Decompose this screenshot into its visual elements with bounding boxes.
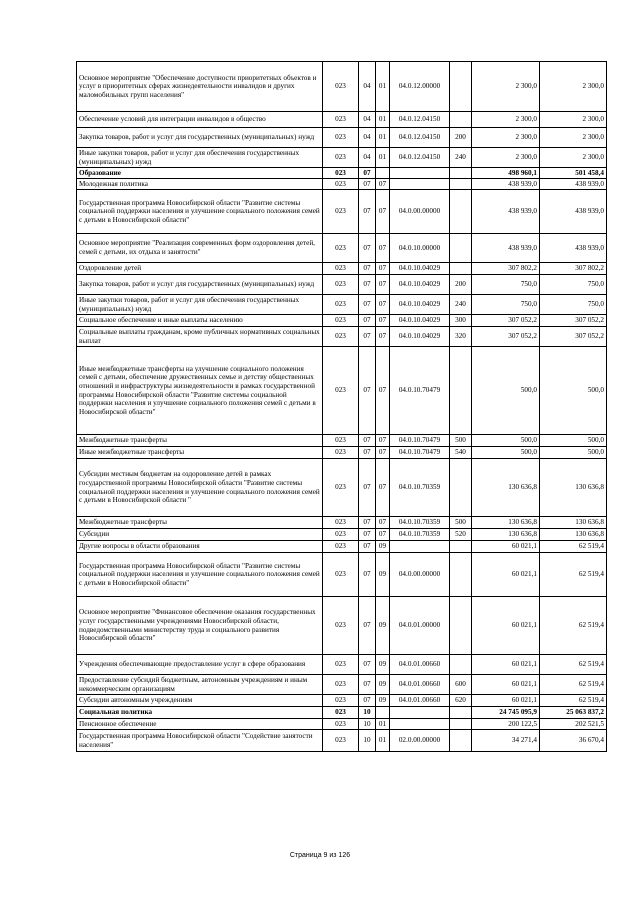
cell-section: 10 <box>359 719 376 730</box>
cell-amount-year1: 2 300,0 <box>472 112 540 128</box>
cell-section: 04 <box>359 128 376 148</box>
row-name: Иные межбюджетные трансферты <box>77 447 323 459</box>
table-row <box>77 347 607 435</box>
cell-subsection: 07 <box>376 190 390 234</box>
cell-amount-year2: 750,0 <box>540 275 607 295</box>
budget-table <box>76 61 607 752</box>
cell-admin-code: 023 <box>323 719 359 730</box>
cell-amount-year1: 130 636,8 <box>472 517 540 529</box>
cell-subsection <box>376 707 390 719</box>
cell-amount-year1: 750,0 <box>472 295 540 315</box>
cell-admin-code: 023 <box>323 295 359 315</box>
row-name: Субсидии автономным учреждениям <box>77 695 323 707</box>
cell-amount-year2: 438 939,0 <box>540 190 607 234</box>
table-row <box>77 695 607 707</box>
cell-expense-type <box>450 112 472 128</box>
cell-target-item: 04.0.10.70359 <box>390 459 450 517</box>
row-name: Закупка товаров, работ и услуг для государственных (муниципальных) нужд <box>77 128 323 148</box>
table-row <box>77 168 607 179</box>
cell-amount-year1: 438 939,0 <box>472 179 540 190</box>
cell-section: 04 <box>359 148 376 168</box>
cell-amount-year2: 130 636,8 <box>540 529 607 541</box>
cell-amount-year2: 500,0 <box>540 447 607 459</box>
cell-amount-year2: 500,0 <box>540 435 607 447</box>
cell-amount-year1: 498 960,1 <box>472 168 540 179</box>
cell-subsection: 07 <box>376 234 390 263</box>
cell-admin-code: 023 <box>323 275 359 295</box>
cell-expense-type <box>450 707 472 719</box>
cell-admin-code: 023 <box>323 597 359 655</box>
cell-amount-year1: 60 021,1 <box>472 695 540 707</box>
cell-admin-code: 023 <box>323 730 359 752</box>
cell-amount-year2: 62 519,4 <box>540 597 607 655</box>
cell-target-item: 04.0.10.70479 <box>390 447 450 459</box>
cell-amount-year2: 750,0 <box>540 295 607 315</box>
cell-section: 07 <box>359 517 376 529</box>
cell-subsection: 01 <box>376 112 390 128</box>
cell-target-item: 04.0.00.00000 <box>390 553 450 597</box>
cell-amount-year2: 202 521,5 <box>540 719 607 730</box>
cell-section: 07 <box>359 447 376 459</box>
cell-amount-year1: 130 636,8 <box>472 459 540 517</box>
cell-amount-year1: 307 802,2 <box>472 263 540 275</box>
row-name: Субсидии <box>77 529 323 541</box>
table-row <box>77 275 607 295</box>
cell-amount-year2: 307 052,2 <box>540 315 607 327</box>
cell-admin-code: 023 <box>323 707 359 719</box>
cell-subsection: 07 <box>376 447 390 459</box>
cell-section: 07 <box>359 327 376 347</box>
cell-target-item: 04.0.10.70359 <box>390 517 450 529</box>
cell-amount-year2: 62 519,4 <box>540 655 607 675</box>
cell-expense-type: 300 <box>450 315 472 327</box>
cell-subsection: 01 <box>376 148 390 168</box>
cell-amount-year2: 62 519,4 <box>540 541 607 553</box>
table-row <box>77 675 607 695</box>
cell-target-item: 04.0.00.00000 <box>390 190 450 234</box>
table-row <box>77 655 607 675</box>
row-name: Государственная программа Новосибирской области "Содействие занятости населения" <box>77 730 323 752</box>
table-row <box>77 435 607 447</box>
cell-target-item: 02.0.00.00000 <box>390 730 450 752</box>
cell-target-item: 04.0.12.04150 <box>390 112 450 128</box>
cell-section: 07 <box>359 190 376 234</box>
cell-expense-type: 540 <box>450 447 472 459</box>
cell-amount-year1: 60 021,1 <box>472 675 540 695</box>
cell-section: 07 <box>359 234 376 263</box>
table-row <box>77 541 607 553</box>
cell-amount-year1: 60 021,1 <box>472 597 540 655</box>
table-row <box>77 719 607 730</box>
row-name: Обеспечение условий для интеграции инвалидов в общество <box>77 112 323 128</box>
cell-admin-code: 023 <box>323 327 359 347</box>
row-name: Иные межбюджетные трансферты на улучшение социального положения семей с детьми, обеспечение дружественных семье и детству общественных отношений и инфраструктуры жизнедеятельности в рамках государственной программы Новосибирской области "Развитие системы социальной поддержки населения и улучшение социального положения семей с детьми в Новосибирской области" <box>77 347 323 435</box>
cell-amount-year2: 2 300,0 <box>540 128 607 148</box>
cell-admin-code: 023 <box>323 553 359 597</box>
cell-section: 07 <box>359 553 376 597</box>
cell-subsection: 07 <box>376 315 390 327</box>
cell-section: 04 <box>359 112 376 128</box>
cell-amount-year2: 36 670,4 <box>540 730 607 752</box>
cell-section: 07 <box>359 675 376 695</box>
table-row <box>77 112 607 128</box>
cell-target-item: 04.0.10.70359 <box>390 529 450 541</box>
table-row <box>77 315 607 327</box>
cell-target-item: 04.0.12.04150 <box>390 148 450 168</box>
cell-expense-type: 320 <box>450 327 472 347</box>
cell-expense-type: 240 <box>450 295 472 315</box>
row-name: Государственная программа Новосибирской области "Развитие системы социальной поддержки населения и улучшение социального положения семей с детьми в Новосибирской области" <box>77 553 323 597</box>
cell-section: 07 <box>359 315 376 327</box>
cell-target-item: 04.0.10.04029 <box>390 327 450 347</box>
row-name: Основное мероприятие "Финансовое обеспечение оказания государственных услуг государственными учреждениями Новосибирской области, подведомственными министерству труда и социального развития Новосибирской области" <box>77 597 323 655</box>
cell-subsection: 07 <box>376 263 390 275</box>
cell-admin-code: 023 <box>323 435 359 447</box>
cell-amount-year1: 60 021,1 <box>472 541 540 553</box>
cell-amount-year1: 307 052,2 <box>472 315 540 327</box>
cell-target-item: 04.0.10.04029 <box>390 315 450 327</box>
cell-amount-year2: 307 802,2 <box>540 263 607 275</box>
cell-subsection: 01 <box>376 730 390 752</box>
table-row <box>77 553 607 597</box>
cell-expense-type: 200 <box>450 128 472 148</box>
table-row <box>77 597 607 655</box>
cell-admin-code: 023 <box>323 695 359 707</box>
cell-amount-year1: 2 300,0 <box>472 148 540 168</box>
row-name: Субсидии местным бюджетам на оздоровление детей в рамках государственной программы Новосибирской области "Развитие системы социальной поддержки населения и улучшение социального положения семей с детьми в Новосибирской области " <box>77 459 323 517</box>
cell-expense-type <box>450 347 472 435</box>
cell-target-item: 04.0.10.70479 <box>390 347 450 435</box>
row-name: Учреждения обеспечивающие предоставление услуг в сфере образования <box>77 655 323 675</box>
row-name: Основное мероприятие "Обеспечение доступности приоритетных объектов и услуг в приоритетных сферах жизнедеятельности инвалидов и других маломобильных групп населения" <box>77 62 323 112</box>
cell-target-item <box>390 707 450 719</box>
cell-amount-year1: 60 021,1 <box>472 655 540 675</box>
cell-amount-year2: 62 519,4 <box>540 675 607 695</box>
cell-expense-type <box>450 459 472 517</box>
table-row <box>77 517 607 529</box>
cell-expense-type <box>450 168 472 179</box>
cell-amount-year2: 500,0 <box>540 347 607 435</box>
cell-amount-year1: 750,0 <box>472 275 540 295</box>
cell-expense-type <box>450 190 472 234</box>
row-name: Межбюджетные трансферты <box>77 517 323 529</box>
cell-expense-type: 500 <box>450 517 472 529</box>
cell-expense-type: 240 <box>450 148 472 168</box>
table-row <box>77 295 607 315</box>
cell-amount-year2: 438 939,0 <box>540 179 607 190</box>
cell-amount-year2: 130 636,8 <box>540 459 607 517</box>
cell-expense-type <box>450 263 472 275</box>
cell-amount-year1: 34 271,4 <box>472 730 540 752</box>
cell-target-item <box>390 179 450 190</box>
cell-admin-code: 023 <box>323 315 359 327</box>
cell-subsection: 09 <box>376 655 390 675</box>
cell-amount-year1: 307 052,2 <box>472 327 540 347</box>
cell-amount-year2: 2 300,0 <box>540 112 607 128</box>
cell-section: 07 <box>359 529 376 541</box>
cell-amount-year1: 500,0 <box>472 435 540 447</box>
cell-section: 07 <box>359 655 376 675</box>
cell-amount-year1: 438 939,0 <box>472 190 540 234</box>
cell-section: 04 <box>359 62 376 112</box>
cell-expense-type <box>450 719 472 730</box>
cell-admin-code: 023 <box>323 62 359 112</box>
cell-amount-year1: 200 122,5 <box>472 719 540 730</box>
cell-amount-year2: 2 300,0 <box>540 62 607 112</box>
cell-target-item: 04.0.01.00660 <box>390 675 450 695</box>
cell-amount-year2: 501 458,4 <box>540 168 607 179</box>
table-row <box>77 62 607 112</box>
row-name: Образование <box>77 168 323 179</box>
cell-subsection: 07 <box>376 347 390 435</box>
cell-expense-type <box>450 730 472 752</box>
cell-amount-year1: 130 636,8 <box>472 529 540 541</box>
table-row <box>77 190 607 234</box>
cell-target-item <box>390 541 450 553</box>
cell-target-item: 04.0.10.04029 <box>390 275 450 295</box>
cell-expense-type: 500 <box>450 435 472 447</box>
cell-admin-code: 023 <box>323 675 359 695</box>
cell-expense-type <box>450 234 472 263</box>
cell-expense-type <box>450 553 472 597</box>
cell-amount-year1: 60 021,1 <box>472 553 540 597</box>
table-row <box>77 707 607 719</box>
cell-subsection: 09 <box>376 695 390 707</box>
cell-amount-year2: 307 052,2 <box>540 327 607 347</box>
cell-section: 10 <box>359 730 376 752</box>
row-name: Пенсионное обеспечение <box>77 719 323 730</box>
cell-amount-year1: 2 300,0 <box>472 62 540 112</box>
cell-subsection: 09 <box>376 541 390 553</box>
cell-target-item: 04.0.10.04029 <box>390 263 450 275</box>
cell-expense-type: 520 <box>450 529 472 541</box>
row-name: Социальные выплаты гражданам, кроме публичных нормативных социальных выплат <box>77 327 323 347</box>
table-row <box>77 148 607 168</box>
cell-section: 07 <box>359 263 376 275</box>
cell-expense-type <box>450 62 472 112</box>
cell-subsection <box>376 168 390 179</box>
cell-subsection: 07 <box>376 459 390 517</box>
cell-amount-year2: 25 063 837,2 <box>540 707 607 719</box>
cell-subsection: 07 <box>376 435 390 447</box>
cell-target-item <box>390 719 450 730</box>
cell-section: 07 <box>359 295 376 315</box>
table-row <box>77 730 607 752</box>
cell-amount-year2: 2 300,0 <box>540 148 607 168</box>
cell-admin-code: 023 <box>323 263 359 275</box>
cell-admin-code: 023 <box>323 148 359 168</box>
row-name: Основное мероприятие "Реализация современных форм оздоровления детей, семей с детьми, их отдыха и занятости" <box>77 234 323 263</box>
cell-expense-type: 200 <box>450 275 472 295</box>
cell-section: 07 <box>359 347 376 435</box>
row-name: Предоставление субсидий бюджетным, автономным учреждениям и иным некоммерческим организациям <box>77 675 323 695</box>
cell-amount-year1: 500,0 <box>472 447 540 459</box>
table-row <box>77 459 607 517</box>
cell-admin-code: 023 <box>323 541 359 553</box>
table-row <box>77 327 607 347</box>
cell-target-item: 04.0.12.04150 <box>390 128 450 148</box>
table-row <box>77 447 607 459</box>
cell-section: 07 <box>359 168 376 179</box>
row-name: Молодежная политика <box>77 179 323 190</box>
table-row <box>77 179 607 190</box>
cell-subsection: 07 <box>376 179 390 190</box>
cell-amount-year1: 438 939,0 <box>472 234 540 263</box>
cell-amount-year2: 62 519,4 <box>540 695 607 707</box>
row-name: Государственная программа Новосибирской области "Развитие системы социальной поддержки населения и улучшение социального положения семей с детьми в Новосибирской области" <box>77 190 323 234</box>
cell-section: 07 <box>359 597 376 655</box>
cell-subsection: 07 <box>376 295 390 315</box>
table-row <box>77 128 607 148</box>
cell-subsection: 07 <box>376 517 390 529</box>
cell-amount-year2: 438 939,0 <box>540 234 607 263</box>
cell-expense-type: 620 <box>450 695 472 707</box>
cell-section: 07 <box>359 275 376 295</box>
row-name: Другие вопросы в области образования <box>77 541 323 553</box>
cell-amount-year1: 2 300,0 <box>472 128 540 148</box>
cell-subsection: 07 <box>376 275 390 295</box>
cell-target-item: 04.0.01.00660 <box>390 655 450 675</box>
cell-target-item <box>390 168 450 179</box>
cell-expense-type <box>450 179 472 190</box>
row-name: Иные закупки товаров, работ и услуг для обеспечения государственных (муниципальных) нужд <box>77 295 323 315</box>
cell-expense-type <box>450 655 472 675</box>
cell-section: 07 <box>359 435 376 447</box>
cell-section: 07 <box>359 179 376 190</box>
row-name: Межбюджетные трансферты <box>77 435 323 447</box>
page-footer: Страница 9 из 126 <box>289 852 351 859</box>
cell-subsection: 07 <box>376 529 390 541</box>
cell-target-item: 04.0.01.00660 <box>390 695 450 707</box>
cell-amount-year1: 500,0 <box>472 347 540 435</box>
cell-admin-code: 023 <box>323 347 359 435</box>
cell-expense-type <box>450 597 472 655</box>
cell-subsection: 01 <box>376 719 390 730</box>
cell-subsection: 09 <box>376 675 390 695</box>
row-name: Иные закупки товаров, работ и услуг для обеспечения государственных (муниципальных) нужд <box>77 148 323 168</box>
row-name: Социальное обеспечение и иные выплаты населению <box>77 315 323 327</box>
cell-section: 07 <box>359 541 376 553</box>
cell-expense-type <box>450 541 472 553</box>
cell-target-item: 04.0.10.04029 <box>390 295 450 315</box>
cell-admin-code: 023 <box>323 128 359 148</box>
cell-section: 10 <box>359 707 376 719</box>
cell-section: 07 <box>359 695 376 707</box>
table-row <box>77 263 607 275</box>
cell-admin-code: 023 <box>323 234 359 263</box>
cell-target-item: 04.0.10.00000 <box>390 234 450 263</box>
cell-subsection: 09 <box>376 553 390 597</box>
cell-subsection: 01 <box>376 62 390 112</box>
cell-admin-code: 023 <box>323 459 359 517</box>
cell-target-item: 04.0.10.70479 <box>390 435 450 447</box>
table-row <box>77 529 607 541</box>
cell-admin-code: 023 <box>323 190 359 234</box>
cell-admin-code: 023 <box>323 168 359 179</box>
cell-admin-code: 023 <box>323 529 359 541</box>
cell-target-item: 04.0.01.00000 <box>390 597 450 655</box>
cell-expense-type: 600 <box>450 675 472 695</box>
cell-subsection: 07 <box>376 327 390 347</box>
cell-admin-code: 023 <box>323 112 359 128</box>
row-name: Социальная политика <box>77 707 323 719</box>
cell-admin-code: 023 <box>323 655 359 675</box>
row-name: Оздоровление детей <box>77 263 323 275</box>
cell-amount-year1: 24 745 095,9 <box>472 707 540 719</box>
cell-amount-year2: 62 519,4 <box>540 553 607 597</box>
cell-section: 07 <box>359 459 376 517</box>
cell-admin-code: 023 <box>323 179 359 190</box>
cell-amount-year2: 130 636,8 <box>540 517 607 529</box>
cell-subsection: 09 <box>376 597 390 655</box>
cell-admin-code: 023 <box>323 517 359 529</box>
table-row <box>77 234 607 263</box>
row-name: Закупка товаров, работ и услуг для государственных (муниципальных) нужд <box>77 275 323 295</box>
cell-admin-code: 023 <box>323 447 359 459</box>
cell-target-item: 04.0.12.00000 <box>390 62 450 112</box>
cell-subsection: 01 <box>376 128 390 148</box>
